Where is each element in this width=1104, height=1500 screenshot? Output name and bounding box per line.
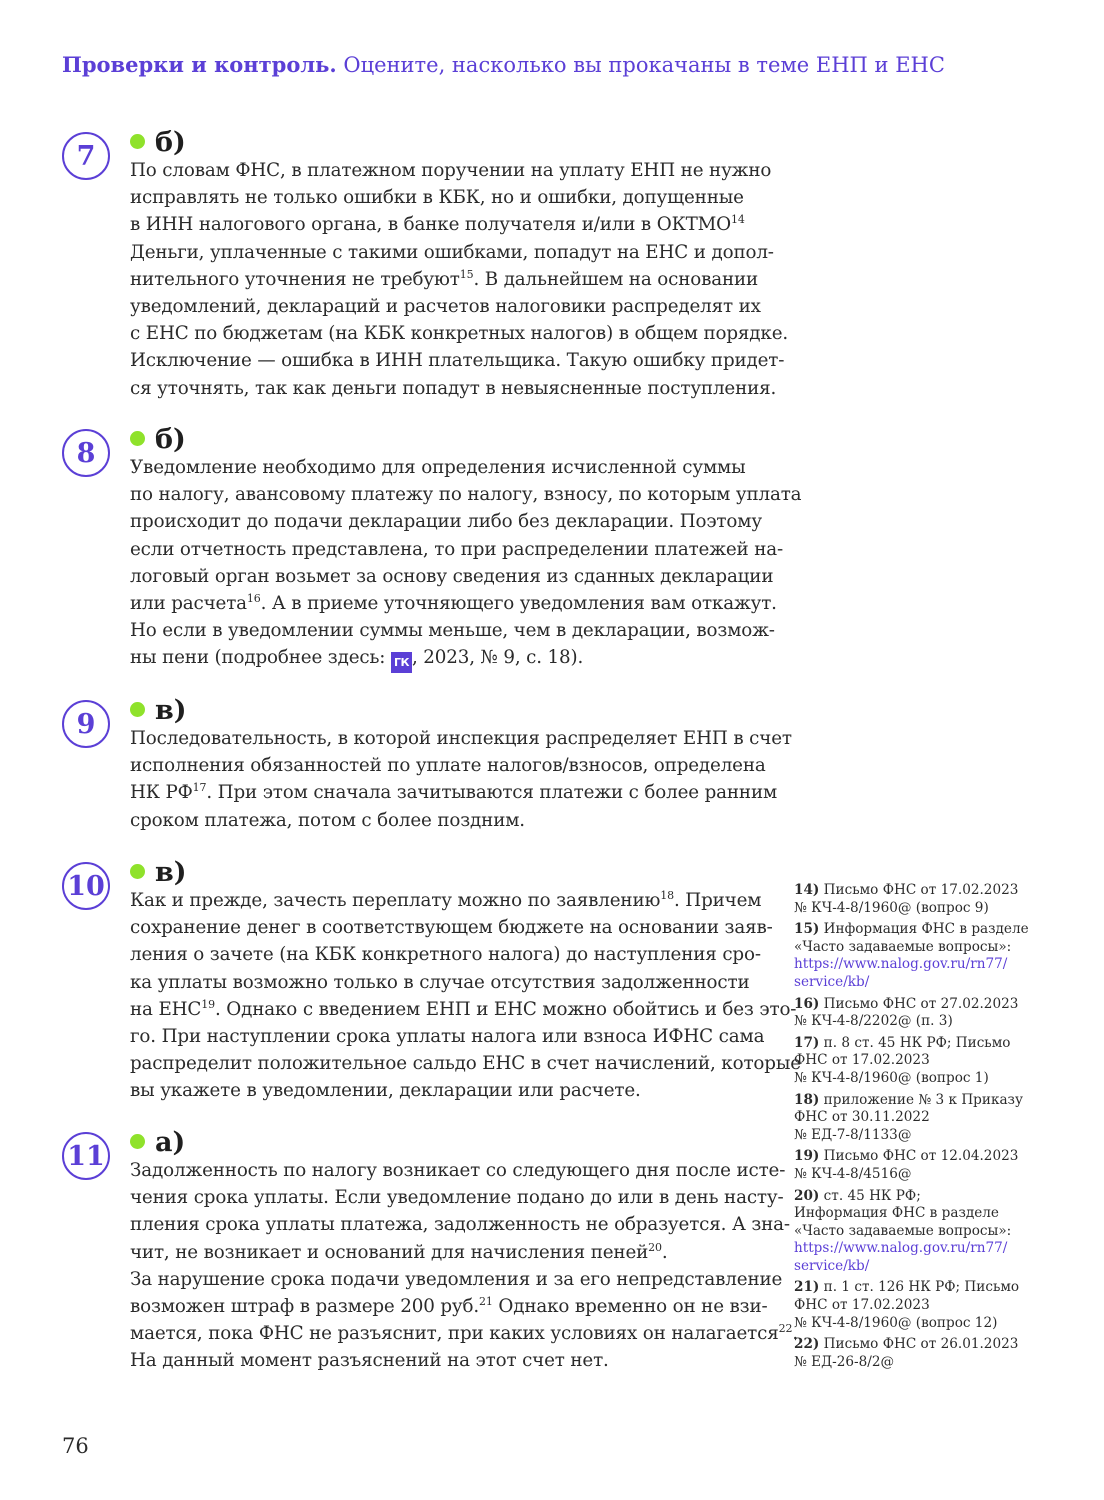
- footnote-17: 17) п. 8 ст. 45 НК РФ; Письмо ФНС от 17.02.2023 № КЧ-4-8/1960@ (вопрос 1): [794, 1034, 1011, 1086]
- footnote-22: 22) Письмо ФНС от 26.01.2023 № ЕД-26-8/2@: [794, 1336, 1019, 1370]
- answer-letter: в): [130, 694, 187, 728]
- footnote-ref: 15: [459, 267, 474, 281]
- question-number: 10: [62, 862, 110, 910]
- footnote-21: 21) п. 1 ст. 126 НК РФ; Письмо ФНС от 17.02.2023 № КЧ-4-8/1960@ (вопрос 12): [794, 1279, 1020, 1331]
- header-bold: Проверки и контроль.: [62, 52, 337, 77]
- footnote-19: 19) Письмо ФНС от 12.04.2023 № КЧ-4-8/4516@: [794, 1148, 1019, 1182]
- footnote-ref: 21: [479, 1295, 493, 1309]
- nalog-link-cont[interactable]: service/kb/: [794, 973, 870, 990]
- footnote-ref: 20: [648, 1240, 662, 1254]
- footnote-ref: 19: [201, 997, 215, 1011]
- nalog-link[interactable]: https://www.nalog.gov.ru/rn77/: [794, 1240, 1008, 1257]
- footnote-ref: 17: [192, 781, 207, 795]
- green-dot-icon: [130, 1134, 145, 1149]
- answer-letter: б): [130, 126, 186, 160]
- green-dot-icon: [130, 134, 145, 149]
- answer-letter: а): [130, 1126, 185, 1160]
- nalog-link-cont[interactable]: service/kb/: [794, 1257, 870, 1274]
- question-number: 8: [62, 429, 110, 477]
- green-dot-icon: [130, 431, 145, 446]
- footnote-ref: 14: [731, 213, 745, 227]
- footnote-ref: 16: [246, 592, 261, 606]
- magazine-logo-icon: ГК: [391, 652, 412, 673]
- footnote-16: 16) Письмо ФНС от 27.02.2023 № КЧ-4-8/2202@ (п. 3): [794, 995, 1019, 1030]
- page-header: [62, 52, 1062, 77]
- question-number: 9: [62, 700, 110, 748]
- footnote-14: 14) Письмо ФНС от 17.02.2023 № КЧ-4-8/1960@ (вопрос 9): [794, 882, 1019, 916]
- answer-letter: в): [130, 856, 187, 890]
- green-dot-icon: [130, 702, 145, 717]
- nalog-link[interactable]: https://www.nalog.gov.ru/rn77/: [794, 956, 1008, 973]
- footnote-ref: 18: [660, 889, 674, 902]
- page-number: 76: [62, 1434, 89, 1458]
- question-number: 7: [62, 132, 110, 180]
- footnotes: [794, 882, 1044, 1375]
- footnote-ref: 22: [778, 1322, 793, 1336]
- answer-explanation: По словам ФНС, в платежном поручении на уплату ЕНП не нужно исправлять не только ошибки в КБК, но и ошибки, допущенные в ИНН налогового органа, в банке получателя и/или в ОКТМО$^{14}$ Деньги, уплаченные с такими ошибками, попадут на ЕНС и допол- нительного уточнения не требуют$^{15}$. В дальнейшем на основании уведомлений, деклараций и расчетов налоговики распределят их с ЕНС по бюджетам (на КБК конкретных налогов) в общем порядке. Исключение — ошибка в ИНН плательщика. Такую ошибку придет- ся уточнять, так как деньги попадут в невыясненные поступления.: [130, 160, 789, 399]
- green-dot-icon: [130, 864, 145, 879]
- footnote-15: 15) Информация ФНС в разделе «Часто задаваемые вопросы»: https://www.nalog.gov.ru/rn77/ service/kb/: [794, 921, 1044, 991]
- answer-explanation: Уведомление необходимо для определения исчисленной суммы по налогу, авансовому платежу по налогу, взносу, по которым уплата происходит до подачи декларации либо без декларации. Поэтому если отчетность представлена, то при распределении платежей на- логовый орган возьмет за основу сведения из сданных декларации или расчета$^{16}$. А в приеме уточняющего уведомления вам откажут. Но если в уведомлении суммы меньше, чем в декларации, возмож- ны пени (подробнее здесь: ГК , 2023, № 9, с. 18).: [130, 454, 755, 673]
- answer-explanation: Последовательность, в которой инспекция распределяет ЕНП в счет исполнения обязанностей по уплате налогов/взносов, определена НК РФ$^{17}$. При этом сначала зачитываются платежи с более ранним сроком платежа, потом с более поздним.: [130, 728, 792, 831]
- question-number: 11: [62, 1132, 110, 1180]
- answer-explanation: Как и прежде, зачесть переплату можно по заявлению$^{18}$. Причем сохранение денег в соответствующем бюджете на основании заяв- ления о зачете (на КБК конкретного налога) до наступления сро- ка уплаты возможно только в случае отсутствия задолженности на ЕНС$^{19}$. Однако с введением ЕНП и ЕНС можно обойтись и без это- го. При наступлении срока уплаты налога или взноса ИФНС сама распределит положительное сальдо ЕНС в счет начислений, которые вы укажете в уведомлении, декларации или расчете.: [130, 889, 801, 1102]
- answer-letter: б): [130, 423, 186, 457]
- header-subtitle: Оцените, насколько вы прокачаны в теме ЕНП и ЕНС: [336, 53, 945, 77]
- answer-explanation: Задолженность по налогу возникает со следующего дня после исте- чения срока уплаты. Если уведомление подано до или в день насту- пления срока уплаты платежа, задолженность не образуется. А зна- чит, не возникает и оснований для начисления пеней$^{20}$. За нарушение срока подачи уведомления и за его непредставление возможен штраф в размере 200 руб.$^{21}$ Однако временно он не взи- мается, пока ФНС не разъяснит, при каких условиях он налагается$^{22}$. На данный момент разъяснений на этот счет нет.: [130, 1160, 798, 1372]
- footnote-20: 20) ст. 45 НК РФ; Информация ФНС в разделе «Часто задаваемые вопросы»: https://www.nalog.gov.ru/rn77/ service/kb/: [794, 1188, 1044, 1276]
- footnote-18: 18) приложение № 3 к Приказу ФНС от 30.11.2022 № ЕД-7-8/1133@: [794, 1091, 1023, 1143]
